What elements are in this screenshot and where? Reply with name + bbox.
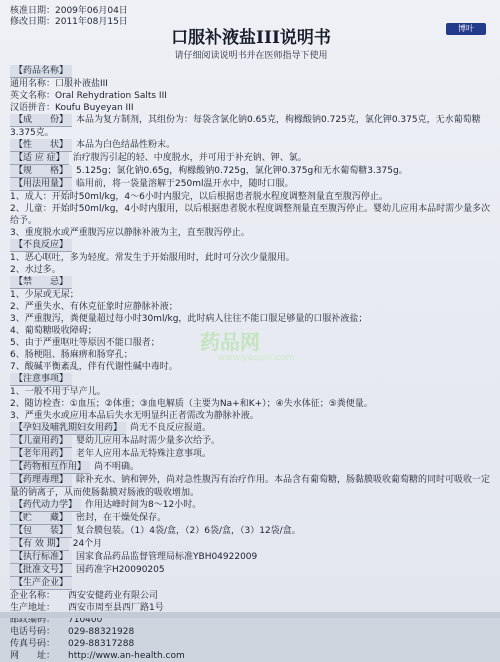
section-row bbox=[10, 410, 492, 422]
section-label: 【儿童用药】 bbox=[10, 435, 72, 448]
section-row bbox=[10, 65, 492, 78]
section-text: 国家食品药品监督管理局标准YBH04922009 bbox=[76, 552, 257, 562]
watermark-url: www.yaopin.com bbox=[218, 352, 294, 364]
section-label: 【药代动力学】 bbox=[10, 499, 81, 512]
section-text: 4、葡萄糖吸收障碍； bbox=[10, 326, 97, 336]
section-label: 【成 份】 bbox=[10, 114, 72, 127]
section-row bbox=[10, 152, 492, 165]
section-row bbox=[10, 398, 492, 410]
company-row bbox=[10, 650, 492, 662]
section-text: 6、肠梗阻、肠麻痹和肠穿孔； bbox=[10, 350, 133, 360]
section-row bbox=[10, 386, 492, 398]
section-row bbox=[10, 564, 492, 577]
company-field-value bbox=[68, 650, 185, 662]
section-text: 1、成人：开始时50ml/kg，4～6小时内服完，以后根据患者脱水程度调整剂量直至腹泻停止。 bbox=[10, 192, 388, 202]
section-text: 婴幼儿应用本品时需少量多次给予。 bbox=[76, 436, 220, 446]
brand-logo: 博叶 bbox=[446, 23, 486, 35]
section-text: 1、少尿或无尿； bbox=[10, 290, 79, 300]
section-row bbox=[10, 313, 492, 325]
section-text: 密封，在干燥处保存。 bbox=[76, 513, 166, 523]
section-label: 【适 应 症】 bbox=[10, 152, 69, 165]
company-row bbox=[10, 638, 492, 650]
section-row bbox=[10, 435, 492, 448]
section-row bbox=[10, 538, 492, 551]
section-text: 2、严重失水、有休克征象时应静脉补液； bbox=[10, 302, 178, 312]
section-label: 【用法用量】 bbox=[10, 178, 72, 191]
section-row bbox=[10, 78, 492, 90]
approval-date: 核准日期：2009年06月04日 bbox=[10, 6, 128, 17]
company-field-label bbox=[10, 650, 68, 662]
section-text: 国药准字H20090205 bbox=[76, 565, 165, 575]
section-text: 2、随访检查：①血压；②体重；③血电解质（主要为Na+和K+）；④失水体征；⑤粪便量。 bbox=[10, 399, 373, 409]
section-text: 3、重度脱水或严重腹泻应以静脉补液为主，直至腹泻停止。 bbox=[10, 228, 250, 238]
section-row bbox=[10, 90, 492, 102]
section-row bbox=[10, 139, 492, 152]
company-row bbox=[10, 626, 492, 638]
company-field-label: 企业名称： bbox=[10, 590, 68, 602]
section-row bbox=[10, 577, 492, 590]
section-label: 【批准文号】 bbox=[10, 564, 72, 577]
section-label: 【禁 忌】 bbox=[10, 276, 72, 289]
company-field-label: 传真号码： bbox=[10, 638, 68, 650]
section-text: 7、酸碱平衡紊乱，伴有代谢性碱中毒时。 bbox=[10, 362, 178, 372]
section-text: 本品为白色结晶性粉末。 bbox=[76, 140, 175, 150]
section-text: 尚不明确。 bbox=[94, 462, 139, 472]
section-label: 【不良反应】 bbox=[10, 239, 72, 252]
section-row bbox=[10, 461, 492, 474]
section-text: 汉语拼音：Koufu Buyeyan III bbox=[10, 103, 134, 113]
section-row bbox=[10, 252, 492, 264]
section-text: 复合膜包装。（1）4袋/盒，（2）6袋/盒，（3）12袋/盒。 bbox=[76, 526, 301, 536]
section-text: 2、水过多。 bbox=[10, 265, 61, 275]
section-row bbox=[10, 203, 492, 227]
section-label: 【包 装】 bbox=[10, 525, 72, 538]
section-text: 3、严重失水或应用本品后失水无明显纠正者需改为静脉补液。 bbox=[10, 411, 259, 421]
section-text: 本品为复方制剂，其组份为：每袋含氯化钠0.65克，枸橼酸钠0.725克，氯化钾0.375克，无水葡萄糖3.375克。 bbox=[10, 115, 481, 138]
section-row bbox=[10, 422, 492, 435]
section-row bbox=[10, 102, 492, 114]
section-text: 1、一般不用于早产儿。 bbox=[10, 387, 106, 397]
section-text: 治疗腹泻引起的轻、中度脱水，并可用于补充钠、钾、氯。 bbox=[73, 153, 307, 163]
company-info bbox=[10, 590, 492, 662]
section-text: 除补充水、钠和钾外，尚对急性腹泻有治疗作用。本品含有葡萄糖，肠黏膜吸收葡萄糖的同时可吸收一定量的钠离子，从而使肠黏膜对肠液的吸收增加。 bbox=[10, 475, 490, 498]
section-label: 【药理毒理】 bbox=[10, 474, 72, 487]
section-row bbox=[10, 448, 492, 461]
section-row bbox=[10, 264, 492, 276]
section-row bbox=[10, 276, 492, 289]
section-row bbox=[10, 301, 492, 313]
section-label: 【规 格】 bbox=[10, 165, 72, 178]
instruction-sections bbox=[10, 65, 492, 590]
company-field-label: 生产地址： bbox=[10, 602, 68, 614]
section-row bbox=[10, 474, 492, 499]
section-row bbox=[10, 551, 492, 564]
company-field-value: 710400 bbox=[68, 614, 102, 626]
section-row bbox=[10, 114, 492, 139]
section-text: 2、儿童：开始时50ml/kg，4小时内服用，以后根据患者脱水程度调整剂量直至腹泻停止。婴幼儿应用本品时需少量多次给予。 bbox=[10, 204, 490, 226]
section-text: 尚无不良反应报道。 bbox=[130, 423, 211, 433]
section-row bbox=[10, 525, 492, 538]
section-label: 【药物相互作用】 bbox=[10, 461, 90, 474]
section-text: 英文名称：Oral Rehydration Salts III bbox=[10, 91, 167, 101]
section-text: 1、恶心呕吐，多为轻度。常发生于开始服用时，此时可分次少量服用。 bbox=[10, 253, 295, 263]
section-label: 【孕妇及哺乳期妇女用药】 bbox=[10, 422, 126, 435]
section-label: 【有 效 期】 bbox=[10, 538, 69, 551]
section-text: 临用前，将一袋量溶解于250ml温开水中，随时口服。 bbox=[76, 179, 293, 189]
company-row bbox=[10, 590, 492, 602]
section-row bbox=[10, 227, 492, 239]
section-row bbox=[10, 499, 492, 512]
document-title: 口服补液盐III说明书 bbox=[10, 28, 492, 48]
section-label: 【性 状】 bbox=[10, 139, 72, 152]
watermark-logo: 药品网 bbox=[200, 330, 260, 354]
section-text: 5.125g；氯化钠0.65g，枸橼酸钠0.725g，氯化钾0.375g和无水葡萄糖3.375g。 bbox=[76, 166, 408, 176]
section-row bbox=[10, 178, 492, 191]
section-row bbox=[10, 165, 492, 178]
section-label: 【药品名称】 bbox=[10, 65, 72, 78]
section-text: 老年人应用本品无特殊注意事项。 bbox=[76, 449, 211, 459]
company-field-value: 西安安健药业有限公司 bbox=[68, 590, 158, 602]
section-label: 【生产企业】 bbox=[10, 577, 72, 590]
section-row bbox=[10, 373, 492, 386]
section-text: 作用达峰时间为8～12小时。 bbox=[85, 500, 201, 510]
section-text: 5、由于严重呕吐等原因不能口服者； bbox=[10, 338, 160, 348]
company-field-value: 029-88317288 bbox=[68, 638, 134, 650]
company-field-label: 邮政编码： bbox=[10, 614, 68, 626]
section-label: 【贮 藏】 bbox=[10, 512, 72, 525]
section-row bbox=[10, 289, 492, 301]
section-row bbox=[10, 239, 492, 252]
company-field-value: 029-88321928 bbox=[68, 626, 134, 638]
document-subtitle: 请仔细阅读说明书并在医师指导下使用 bbox=[10, 50, 492, 62]
section-label: 【执行标准】 bbox=[10, 551, 72, 564]
section-label: 【注意事项】 bbox=[10, 373, 72, 386]
section-text: 24个月 bbox=[73, 539, 102, 549]
section-row bbox=[10, 512, 492, 525]
company-field-label: 电话号码： bbox=[10, 626, 68, 638]
section-row bbox=[10, 191, 492, 203]
section-text: 3、严重腹泻，粪便量超过每小时30ml/kg，此时病人往往不能口服足够量的口服补液盐； bbox=[10, 314, 367, 324]
revision-date: 修改日期：2011年08月15日 bbox=[10, 17, 128, 28]
bottom-edge bbox=[0, 612, 500, 618]
section-text: 通用名称：口服补液盐III bbox=[10, 79, 108, 89]
company-field-value: 西安市周至县西厂路1号 bbox=[68, 602, 164, 614]
date-block bbox=[10, 6, 128, 28]
section-label: 【老年用药】 bbox=[10, 448, 72, 461]
